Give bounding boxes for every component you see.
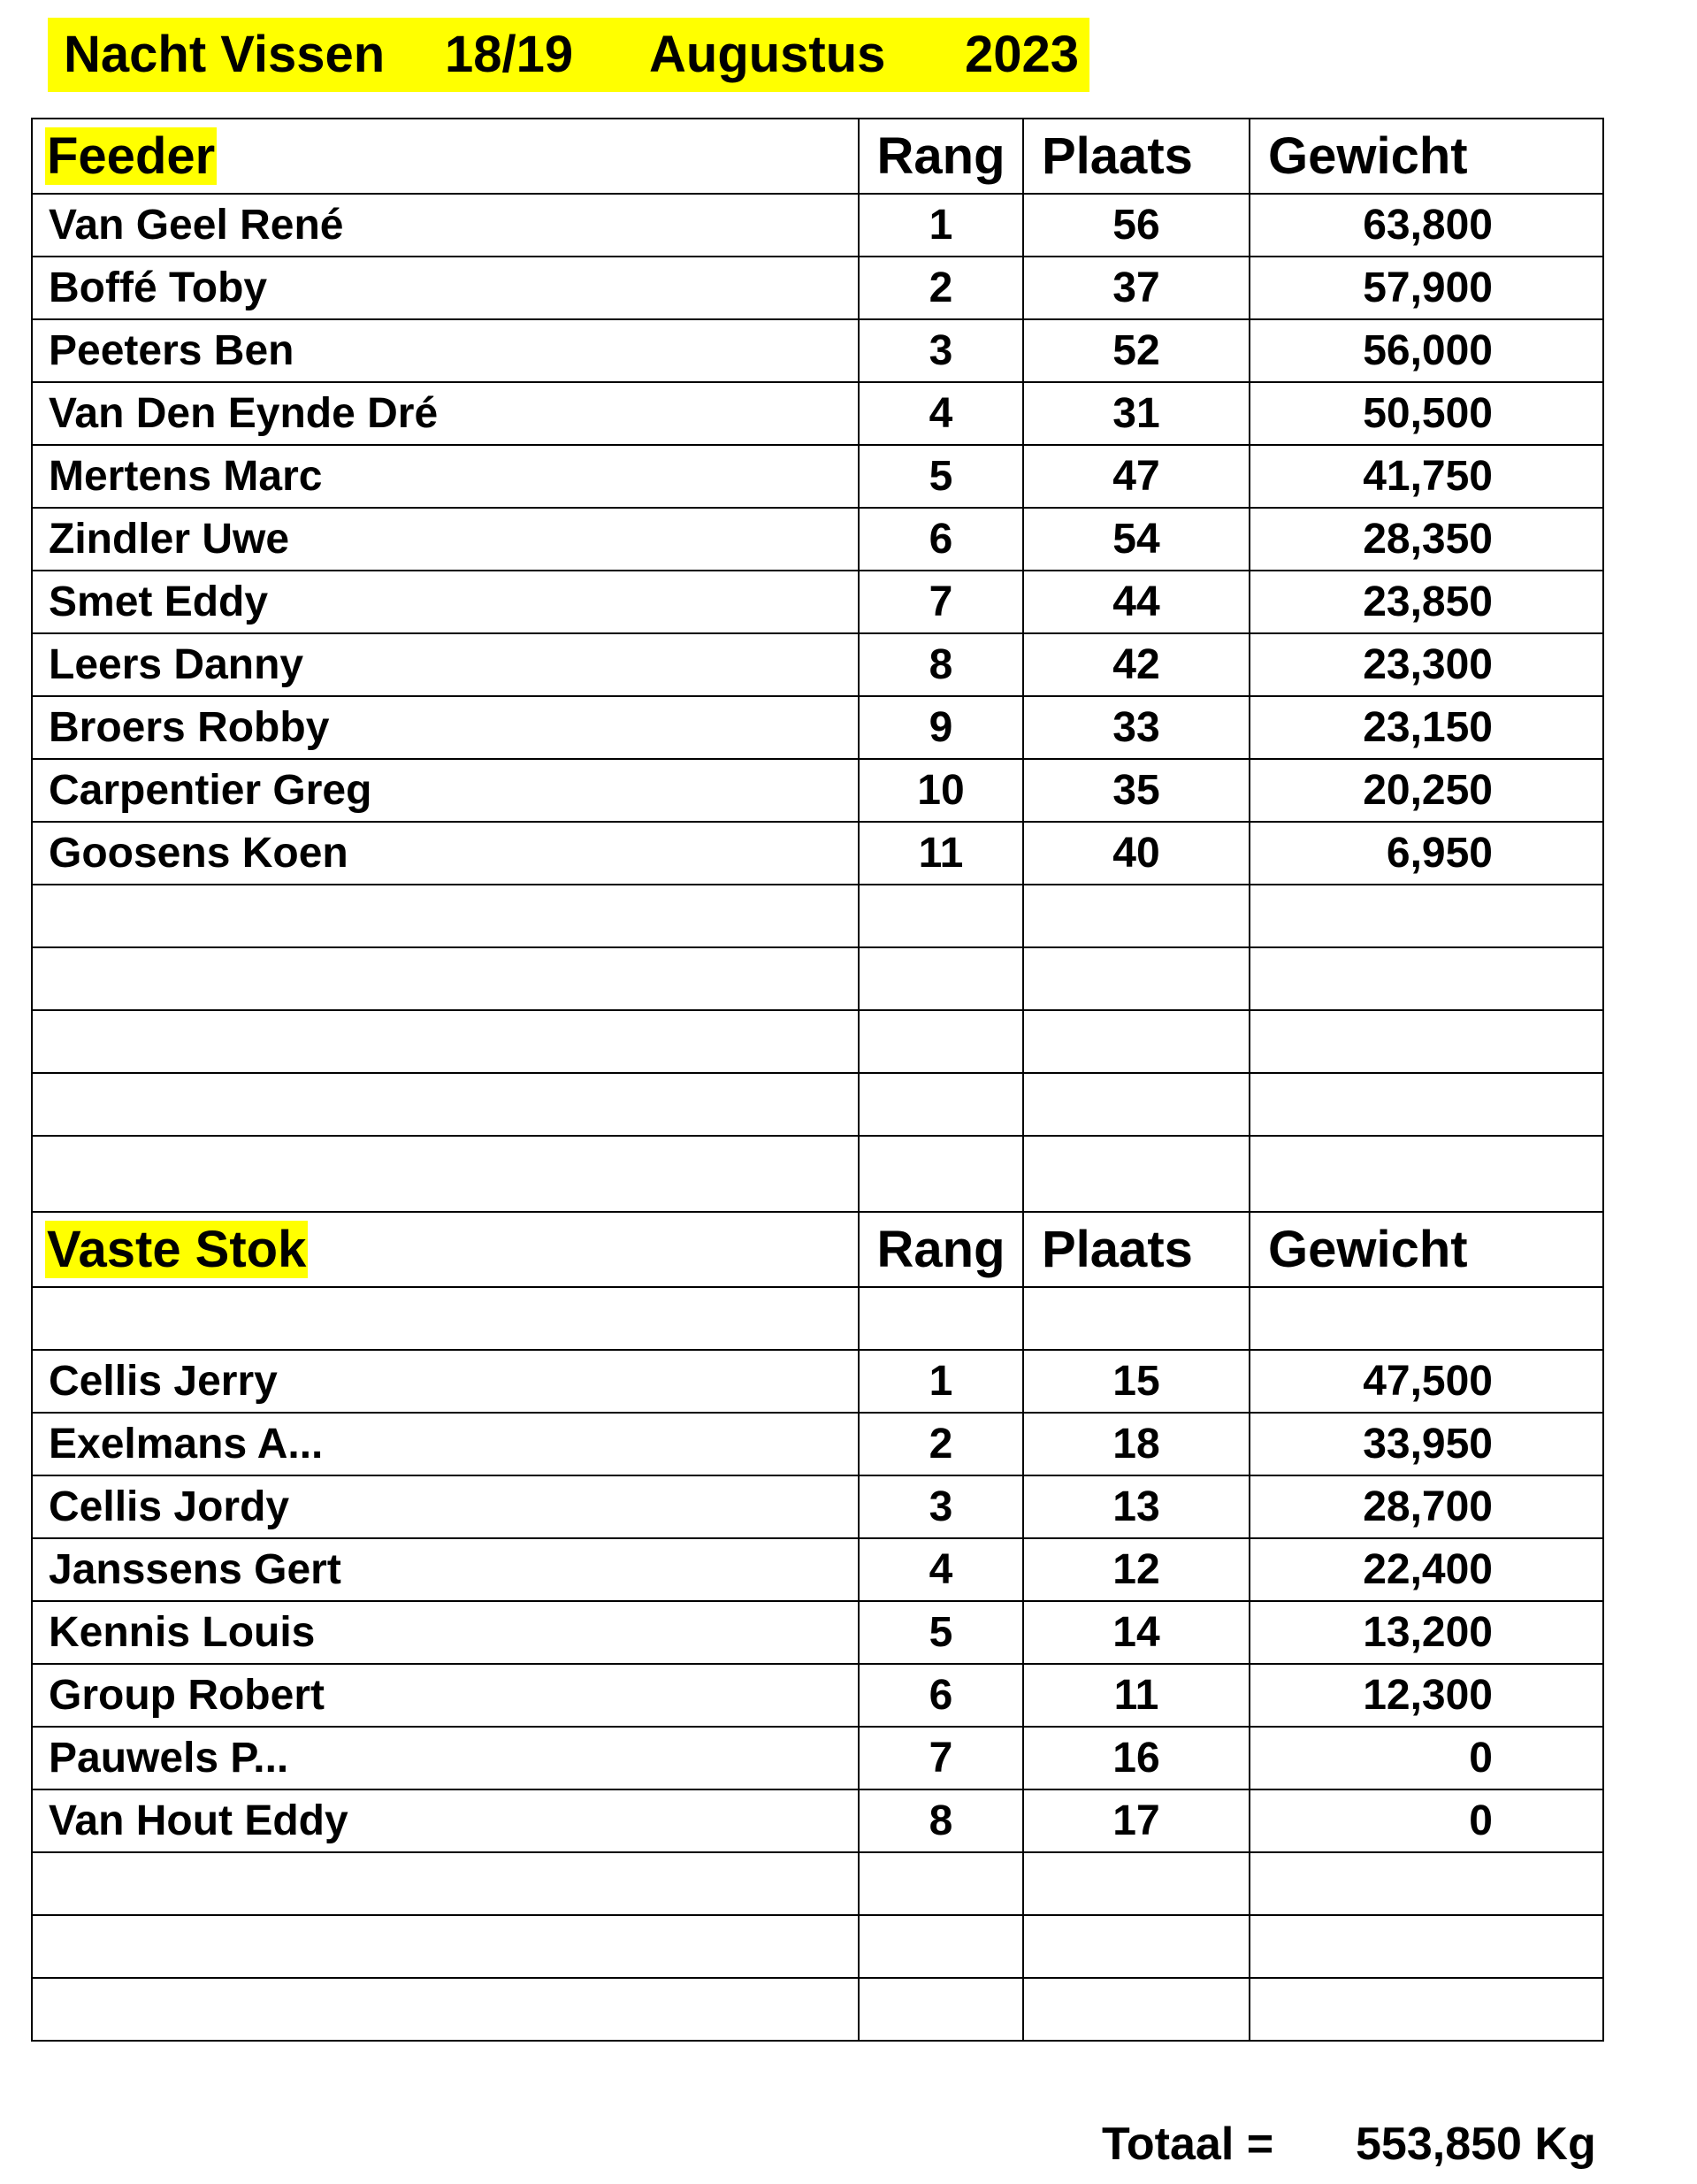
empty-row [32,1287,1603,1350]
angler-name: Kennis Louis [32,1601,859,1664]
rang-value: 5 [859,1601,1023,1664]
rang-value: 2 [859,1413,1023,1475]
rang-value: 1 [859,194,1023,257]
gewicht-value: 33,950 [1250,1413,1603,1475]
gewicht-value: 47,500 [1250,1350,1603,1413]
plaats-value: 40 [1023,822,1250,885]
plaats-value: 11 [1023,1664,1250,1727]
plaats-value: 13 [1023,1475,1250,1538]
empty-cell [32,1978,859,2041]
vaste_stok-section-title-cell [32,1212,859,1287]
empty-cell [859,885,1023,947]
angler-name: Boffé Toby [32,257,859,319]
empty-row [32,1915,1603,1978]
feeder-section-title: Feeder [47,127,216,185]
feeder-table-row [32,445,1603,508]
empty-cell [32,1915,859,1978]
gewicht-value: 50,500 [1250,382,1603,445]
feeder-table-row [32,194,1603,257]
empty-cell [859,1287,1023,1350]
plaats-value: 56 [1023,194,1250,257]
column-header-plaats: Plaats [1023,119,1250,194]
plaats-value: 15 [1023,1350,1250,1413]
empty-cell [1250,1852,1603,1915]
feeder-table-row [32,508,1603,571]
rang-value: 3 [859,1475,1023,1538]
results-table-body [32,119,1603,2041]
plaats-value: 37 [1023,257,1250,319]
rang-value: 7 [859,1727,1023,1789]
rang-value: 2 [859,257,1023,319]
rang-value: 4 [859,1538,1023,1601]
gewicht-value: 28,350 [1250,508,1603,571]
column-header-gewicht: Gewicht [1250,119,1603,194]
angler-name: Goosens Koen [32,822,859,885]
gewicht-value: 23,300 [1250,633,1603,696]
angler-name: Smet Eddy [32,571,859,633]
angler-name: Pauwels P... [32,1727,859,1789]
angler-name: Van Hout Eddy [32,1789,859,1852]
empty-cell [1250,885,1603,947]
empty-cell [1250,1978,1603,2041]
empty-row [32,947,1603,1010]
gewicht-value: 28,700 [1250,1475,1603,1538]
vaste_stok-section-title: Vaste Stok [47,1221,307,1278]
feeder-header-row [32,119,1603,194]
gewicht-value: 41,750 [1250,445,1603,508]
gewicht-value: 57,900 [1250,257,1603,319]
total-label: Totaal = [1102,2119,1274,2170]
angler-name: Zindler Uwe [32,508,859,571]
empty-cell [1023,1915,1250,1978]
plaats-value: 12 [1023,1538,1250,1601]
empty-cell [859,1978,1023,2041]
rang-value: 9 [859,696,1023,759]
vaste_stok-table-row [32,1350,1603,1413]
feeder-table-row [32,257,1603,319]
empty-cell [1023,1136,1250,1212]
empty-cell [32,1073,859,1136]
plaats-value: 33 [1023,696,1250,759]
empty-cell [859,1010,1023,1073]
column-header-gewicht: Gewicht [1250,1212,1603,1287]
empty-row [32,1852,1603,1915]
rang-value: 7 [859,571,1023,633]
empty-cell [1023,947,1250,1010]
vaste_stok-table-row [32,1538,1603,1601]
plaats-value: 17 [1023,1789,1250,1852]
empty-row [32,885,1603,947]
gewicht-value: 20,250 [1250,759,1603,822]
gewicht-value: 23,850 [1250,571,1603,633]
feeder-table-row [32,759,1603,822]
title-year: 2023 [965,26,1080,83]
angler-name: Carpentier Greg [32,759,859,822]
rang-value: 6 [859,1664,1023,1727]
empty-cell [1023,1978,1250,2041]
plaats-value: 16 [1023,1727,1250,1789]
plaats-value: 18 [1023,1413,1250,1475]
rang-value: 6 [859,508,1023,571]
feeder-table-row [32,822,1603,885]
feeder-table-row [32,319,1603,382]
plaats-value: 35 [1023,759,1250,822]
vaste_stok-table-row [32,1727,1603,1789]
empty-cell [32,885,859,947]
feeder-section-title-cell [32,119,859,194]
title-date: 18/19 [445,26,574,83]
empty-cell [859,1852,1023,1915]
angler-name: Broers Robby [32,696,859,759]
plaats-value: 47 [1023,445,1250,508]
empty-cell [859,1136,1023,1212]
empty-cell [1250,947,1603,1010]
plaats-value: 42 [1023,633,1250,696]
empty-row [32,1978,1603,2041]
gewicht-value: 56,000 [1250,319,1603,382]
rang-value: 1 [859,1350,1023,1413]
empty-cell [32,947,859,1010]
empty-cell [1023,1073,1250,1136]
angler-name: Van Den Eynde Dré [32,382,859,445]
empty-cell [1023,885,1250,947]
angler-name: Peeters Ben [32,319,859,382]
empty-cell [1250,1915,1603,1978]
gewicht-value: 23,150 [1250,696,1603,759]
gewicht-value: 12,300 [1250,1664,1603,1727]
feeder-table-row [32,633,1603,696]
empty-row [32,1010,1603,1073]
gewicht-value: 6,950 [1250,822,1603,885]
total-line [1102,2118,1596,2171]
vaste_stok-table-row [32,1601,1603,1664]
plaats-value: 52 [1023,319,1250,382]
plaats-value: 54 [1023,508,1250,571]
title-event: Nacht Vissen [64,26,386,83]
results-table [31,118,1604,2042]
rang-value: 3 [859,319,1023,382]
angler-name: Exelmans A... [32,1413,859,1475]
feeder-table-row [32,696,1603,759]
empty-cell [1023,1287,1250,1350]
empty-cell [859,1915,1023,1978]
empty-row [32,1136,1603,1212]
empty-cell [1023,1010,1250,1073]
column-header-rang: Rang [859,119,1023,194]
empty-cell [1250,1136,1603,1212]
gewicht-value: 0 [1250,1727,1603,1789]
gewicht-value: 13,200 [1250,1601,1603,1664]
angler-name: Cellis Jordy [32,1475,859,1538]
angler-name: Janssens Gert [32,1538,859,1601]
angler-name: Cellis Jerry [32,1350,859,1413]
empty-cell [32,1136,859,1212]
empty-cell [859,947,1023,1010]
angler-name: Mertens Marc [32,445,859,508]
empty-row [32,1073,1603,1136]
title-month: Augustus [649,26,886,83]
empty-cell [32,1287,859,1350]
empty-cell [1023,1852,1250,1915]
empty-cell [32,1852,859,1915]
rang-value: 4 [859,382,1023,445]
vaste_stok-table-row [32,1664,1603,1727]
gewicht-value: 63,800 [1250,194,1603,257]
rang-value: 8 [859,1789,1023,1852]
plaats-value: 31 [1023,382,1250,445]
empty-cell [1250,1287,1603,1350]
feeder-table-row [32,382,1603,445]
plaats-value: 14 [1023,1601,1250,1664]
angler-name: Van Geel René [32,194,859,257]
gewicht-value: 0 [1250,1789,1603,1852]
empty-cell [32,1010,859,1073]
angler-name: Leers Danny [32,633,859,696]
empty-cell [1250,1073,1603,1136]
plaats-value: 44 [1023,571,1250,633]
rang-value: 8 [859,633,1023,696]
rang-value: 5 [859,445,1023,508]
column-header-rang: Rang [859,1212,1023,1287]
empty-cell [859,1073,1023,1136]
gewicht-value: 22,400 [1250,1538,1603,1601]
vaste_stok-table-row [32,1413,1603,1475]
vaste_stok-table-row [32,1789,1603,1852]
vaste_stok-header-row [32,1212,1603,1287]
rang-value: 11 [859,822,1023,885]
total-value: 553,850 Kg [1356,2119,1596,2170]
rang-value: 10 [859,759,1023,822]
empty-cell [1250,1010,1603,1073]
feeder-table-row [32,571,1603,633]
vaste_stok-table-row [32,1475,1603,1538]
angler-name: Group Robert [32,1664,859,1727]
column-header-plaats: Plaats [1023,1212,1250,1287]
